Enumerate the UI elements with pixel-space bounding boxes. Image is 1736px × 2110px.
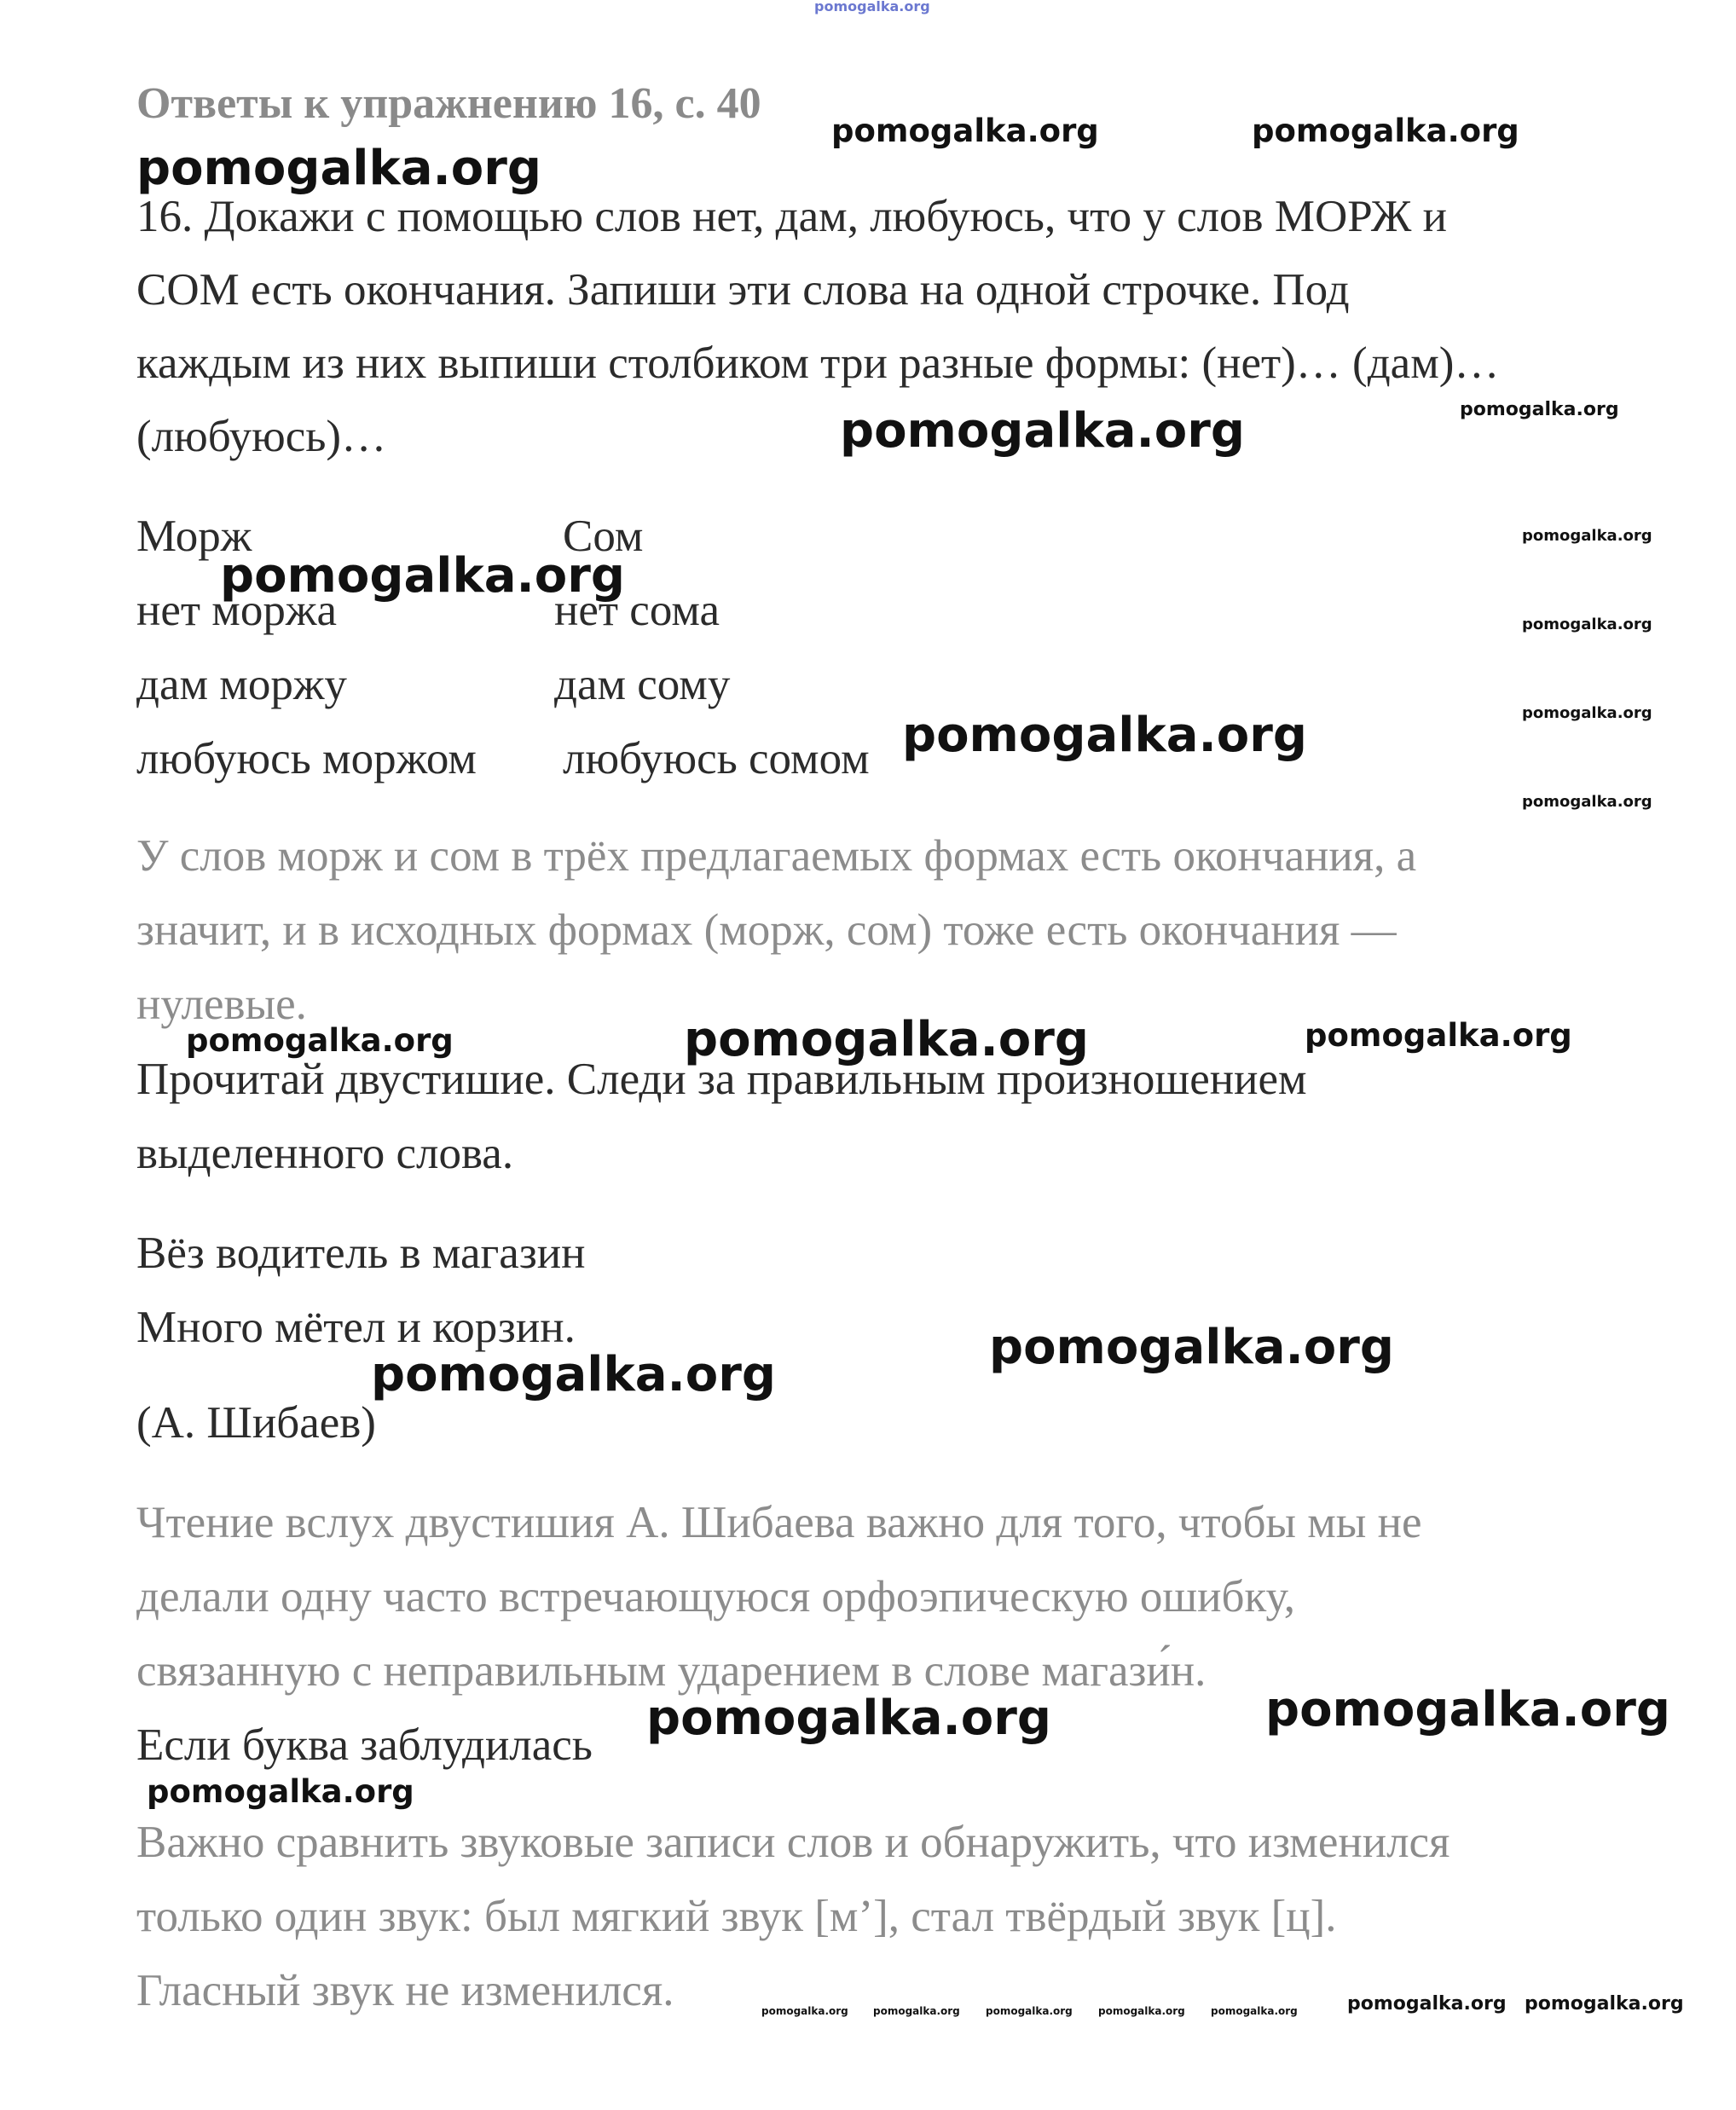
table-cell: дам сому [554, 660, 731, 709]
watermark: pomogalka.org [684, 1012, 1089, 1067]
answer-line: Важно сравнить звуковые записи слов и обнаружить, что изменился [136, 1818, 1450, 1867]
section-title: Если буква заблудилась [136, 1720, 593, 1770]
task-line: 16. Докажи с помощью слов нет, дам, любуюсь, что у слов МОРЖ и [136, 192, 1447, 241]
page-title: Ответы к упражнению 16, с. 40 [136, 79, 761, 128]
poem-line: Вёз водитель в магазин [136, 1228, 586, 1278]
watermark: pomogalka.org [1211, 2005, 1298, 2017]
watermark-top: pomogalka.org [814, 0, 930, 14]
watermark: pomogalka.org [1460, 399, 1619, 420]
answer-line: только один звук: был мягкий звук [м’], стал твёрдый звук [ц]. [136, 1892, 1337, 1941]
watermark: pomogalka.org [1252, 113, 1519, 149]
task-line: каждым из них выпиши столбиком три разные формы: (нет)… (дам)… [136, 338, 1500, 388]
table-cell: любуюсь сомом [563, 734, 870, 783]
watermark: pomogalka.org [220, 548, 625, 604]
answer-line: У слов морж и сом в трёх предлагаемых формах есть окончания, а [136, 831, 1417, 881]
watermark: pomogalka.org [136, 141, 541, 196]
watermark: pomogalka.org [186, 1022, 454, 1059]
watermark: pomogalka.org [1525, 1993, 1684, 2015]
watermark: pomogalka.org [646, 1691, 1051, 1746]
watermark: pomogalka.org [1305, 1017, 1572, 1054]
table-header: Морж [136, 512, 252, 561]
watermark: pomogalka.org [371, 1347, 776, 1402]
watermark: pomogalka.org [873, 2005, 960, 2017]
watermark: pomogalka.org [1098, 2005, 1185, 2017]
table-cell: нет моржа [136, 586, 337, 635]
watermark: pomogalka.org [1265, 1682, 1670, 1737]
watermark: pomogalka.org [840, 403, 1245, 459]
answer-line: связанную с неправильным ударением в слове магази́н. [136, 1646, 1207, 1696]
watermark: pomogalka.org [761, 2005, 848, 2017]
task2-line: Прочитай двустишие. Следи за правильным произношением [136, 1055, 1307, 1104]
table-cell: нет сома [554, 586, 720, 635]
watermark: pomogalka.org [147, 1773, 414, 1810]
watermark: pomogalka.org [1522, 527, 1652, 545]
watermark: pomogalka.org [1522, 616, 1652, 633]
task-line: СОМ есть окончания. Запиши эти слова на одной строчке. Под [136, 265, 1350, 315]
watermark: pomogalka.org [986, 2005, 1073, 2017]
watermark: pomogalka.org [989, 1320, 1394, 1375]
task-line: (любуюсь)… [136, 412, 387, 461]
answer-line: нулевые. [136, 980, 307, 1029]
watermark: pomogalka.org [1522, 793, 1652, 811]
watermark: pomogalka.org [831, 113, 1099, 149]
answer-line: делали одну часто встречающуюся орфоэпическую ошибку, [136, 1572, 1295, 1622]
poem-line: Много мётел и корзин. [136, 1303, 576, 1352]
watermark: pomogalka.org [1347, 1993, 1507, 2015]
table-cell: любуюсь моржом [136, 734, 477, 783]
poem-author: (А. Шибаев) [136, 1398, 376, 1448]
table-cell: дам моржу [136, 660, 347, 709]
watermark: pomogalka.org [1522, 704, 1652, 722]
answer-line: Гласный звук не изменился. [136, 1966, 674, 2015]
answer-line: Чтение вслух двустишия А. Шибаева важно для того, чтобы мы не [136, 1498, 1422, 1547]
answer-line: значит, и в исходных формах (морж, сом) тоже есть окончания — [136, 905, 1397, 955]
watermark: pomogalka.org [902, 708, 1307, 763]
table-header: Сом [563, 512, 644, 561]
task2-line: выделенного слова. [136, 1129, 514, 1178]
